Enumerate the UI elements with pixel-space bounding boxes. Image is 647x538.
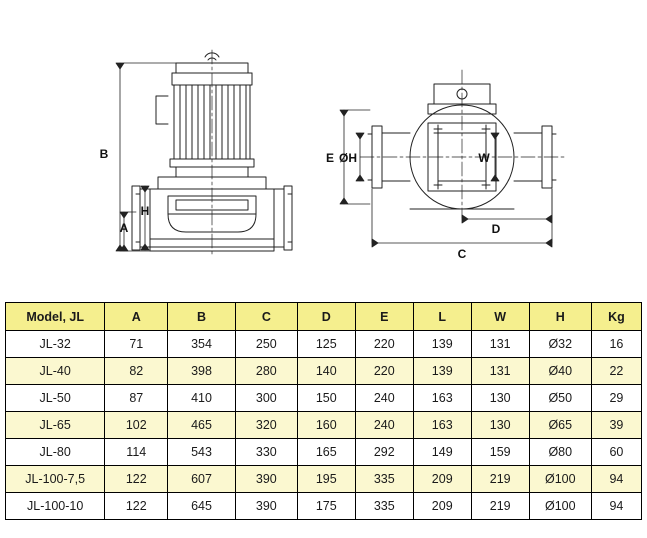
cell-c: 300: [235, 385, 297, 412]
cell-a: 82: [105, 358, 168, 385]
cell-d: 175: [297, 493, 355, 520]
label-B: B: [99, 147, 109, 161]
table-row: [6, 493, 642, 520]
col-header-a: A: [105, 303, 168, 331]
cell-b: 607: [168, 466, 236, 493]
cell-e: 335: [355, 493, 413, 520]
cell-w: 159: [471, 439, 529, 466]
cell-a: 122: [105, 493, 168, 520]
cell-c: 330: [235, 439, 297, 466]
cell-w: 219: [471, 493, 529, 520]
cell-e: 220: [355, 331, 413, 358]
dimension-D: [462, 189, 552, 223]
cell-b: 398: [168, 358, 236, 385]
label-C: C: [457, 247, 467, 261]
label-D: D: [491, 222, 501, 236]
cell-a: 71: [105, 331, 168, 358]
label-H-front: H: [140, 204, 150, 218]
cell-kg: 94: [591, 493, 641, 520]
cell-w: 130: [471, 385, 529, 412]
cell-kg: 29: [591, 385, 641, 412]
cell-model: JL-32: [6, 331, 105, 358]
table-body: [6, 331, 642, 520]
cell-e: 220: [355, 358, 413, 385]
col-header-w: W: [471, 303, 529, 331]
col-header-b: B: [168, 303, 236, 331]
cell-kg: 39: [591, 412, 641, 439]
cell-h: Ø65: [529, 412, 591, 439]
cell-c: 320: [235, 412, 297, 439]
cell-e: 292: [355, 439, 413, 466]
col-header-c: C: [235, 303, 297, 331]
cell-l: 163: [413, 412, 471, 439]
cell-w: 130: [471, 412, 529, 439]
cell-b: 465: [168, 412, 236, 439]
cell-b: 543: [168, 439, 236, 466]
cell-model: JL-100-10: [6, 493, 105, 520]
label-E: E: [325, 151, 335, 165]
specification-table-container: [5, 302, 642, 520]
table-header-row: [6, 303, 642, 331]
table-row: [6, 358, 642, 385]
cell-w: 131: [471, 331, 529, 358]
cell-b: 410: [168, 385, 236, 412]
col-header-e: E: [355, 303, 413, 331]
cell-kg: 94: [591, 466, 641, 493]
col-header-model: Model, JL: [6, 303, 105, 331]
cell-l: 149: [413, 439, 471, 466]
cell-c: 280: [235, 358, 297, 385]
cell-kg: 22: [591, 358, 641, 385]
cell-a: 102: [105, 412, 168, 439]
cell-d: 140: [297, 358, 355, 385]
cell-a: 114: [105, 439, 168, 466]
cell-w: 219: [471, 466, 529, 493]
cell-h: Ø50: [529, 385, 591, 412]
label-phi-H: ØH: [339, 151, 357, 165]
cell-h: Ø80: [529, 439, 591, 466]
table-row: [6, 331, 642, 358]
cell-b: 354: [168, 331, 236, 358]
cell-c: 390: [235, 493, 297, 520]
label-A: A: [119, 221, 129, 235]
cell-kg: 60: [591, 439, 641, 466]
dimension-H-front: [141, 186, 149, 250]
cell-l: 163: [413, 385, 471, 412]
specification-table: [5, 302, 642, 520]
table-header: [6, 303, 642, 331]
col-header-d: D: [297, 303, 355, 331]
cell-model: JL-40: [6, 358, 105, 385]
cell-kg: 16: [591, 331, 641, 358]
col-header-l: L: [413, 303, 471, 331]
cell-c: 250: [235, 331, 297, 358]
cell-h: Ø40: [529, 358, 591, 385]
cell-d: 125: [297, 331, 355, 358]
table-row: [6, 412, 642, 439]
table-row: [6, 466, 642, 493]
cell-a: 122: [105, 466, 168, 493]
cell-l: 209: [413, 466, 471, 493]
cell-model: JL-65: [6, 412, 105, 439]
cell-e: 240: [355, 385, 413, 412]
table-row: [6, 385, 642, 412]
pump-plan-view: [360, 70, 565, 218]
cell-w: 131: [471, 358, 529, 385]
cell-d: 160: [297, 412, 355, 439]
cell-model: JL-50: [6, 385, 105, 412]
col-header-h: H: [529, 303, 591, 331]
cell-h: Ø100: [529, 466, 591, 493]
cell-model: JL-100-7,5: [6, 466, 105, 493]
label-W: W: [478, 151, 490, 165]
cell-c: 390: [235, 466, 297, 493]
cell-b: 645: [168, 493, 236, 520]
cell-e: 335: [355, 466, 413, 493]
pump-front-elevation: [132, 50, 292, 256]
cell-d: 195: [297, 466, 355, 493]
cell-h: Ø100: [529, 493, 591, 520]
cell-model: JL-80: [6, 439, 105, 466]
cell-l: 139: [413, 331, 471, 358]
cell-a: 87: [105, 385, 168, 412]
table-row: [6, 439, 642, 466]
cell-d: 165: [297, 439, 355, 466]
cell-d: 150: [297, 385, 355, 412]
cell-l: 209: [413, 493, 471, 520]
cell-e: 240: [355, 412, 413, 439]
cell-h: Ø32: [529, 331, 591, 358]
col-header-kg: Kg: [591, 303, 641, 331]
cell-l: 139: [413, 358, 471, 385]
